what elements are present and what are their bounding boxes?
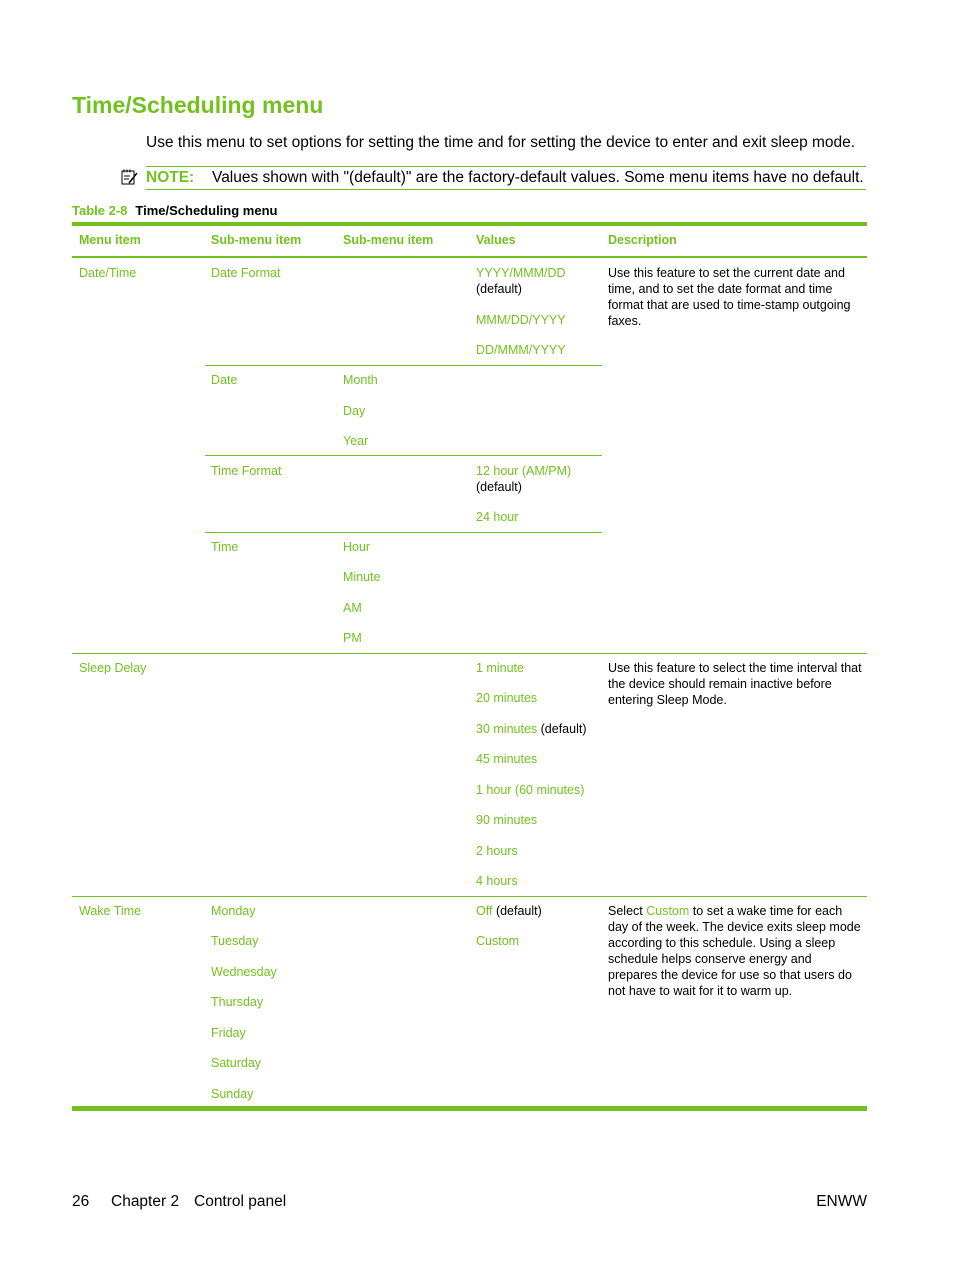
value-sleep-delay: 1 hour (60 minutes) — [476, 783, 585, 797]
default-tag: (default) — [495, 904, 542, 918]
note-label: NOTE: — [146, 169, 195, 186]
submenu-date: Date — [211, 373, 238, 387]
header-description: Description — [608, 233, 677, 247]
menu-item-date-time: Date/Time — [79, 266, 137, 280]
submenu-date-year: Year — [343, 434, 369, 448]
row-divider — [72, 653, 867, 654]
header-values: Values — [476, 233, 516, 247]
submenu-time-am: AM — [343, 601, 362, 615]
table-header-rule — [72, 256, 867, 258]
submenu-time-minute: Minute — [343, 570, 381, 584]
submenu-day: Sunday — [211, 1087, 254, 1101]
table-bottom-rule — [72, 1106, 867, 1111]
default-tag: (default) — [476, 282, 522, 296]
submenu-date-month: Month — [343, 373, 378, 387]
table-caption-number: Table 2-8 — [72, 203, 128, 218]
value-date-format-2: MMM/DD/YYYY — [476, 313, 566, 327]
table-caption — [72, 203, 277, 218]
value-time-format-1: 12 hour (AM/PM) — [476, 464, 572, 478]
submenu-date-format: Date Format — [211, 266, 281, 280]
submenu-day: Tuesday — [211, 934, 259, 948]
footer-section: Control panel — [194, 1193, 287, 1210]
note-icon — [120, 168, 138, 186]
page-title: Time/Scheduling menu — [72, 92, 324, 118]
description-wake-post: to set a wake time for each day of the week. The device exits sleep mode according to this schedule. Using a sleep schedule helps conserve energy and prepares the device for use so that users do not have to wait for it to warm up. — [608, 904, 861, 998]
header-menu-item: Menu item — [79, 233, 141, 247]
footer-page-number: 26 — [72, 1193, 90, 1210]
description-wake-time — [608, 903, 864, 999]
footer-chapter: Chapter 2 — [111, 1193, 180, 1210]
description-wake-pre: Select — [608, 904, 643, 918]
description-sleep-delay: Use this feature to select the time interval that the device should remain inactive before entering Sleep Mode. — [608, 661, 862, 707]
submenu-date-day: Day — [343, 404, 366, 418]
table-top-rule — [72, 222, 867, 226]
submenu-day: Wednesday — [211, 965, 277, 979]
value-time-format-2: 24 hour — [476, 510, 519, 524]
submenu-day: Friday — [211, 1026, 246, 1040]
value-date-format-1: YYYY/MMM/DD — [476, 266, 566, 280]
header-sub-menu-item-2: Sub-menu item — [343, 233, 434, 247]
submenu-day: Saturday — [211, 1056, 262, 1070]
value-sleep-delay: 30 minutes — [476, 722, 538, 736]
row-divider — [205, 365, 602, 366]
menu-item-wake-time: Wake Time — [79, 904, 142, 918]
value-sleep-delay-default — [476, 721, 587, 737]
submenu-time-format: Time Format — [211, 464, 282, 478]
submenu-time-pm: PM — [343, 631, 362, 645]
submenu-day: Thursday — [211, 995, 264, 1009]
value-sleep-delay: 20 minutes — [476, 691, 538, 705]
value-sleep-delay: 2 hours — [476, 844, 518, 858]
value-sleep-delay: 45 minutes — [476, 752, 538, 766]
description-date-time: Use this feature to set the current date and time, and to set the date format and time format that are used to time-stamp outgoing faxes. — [608, 266, 851, 328]
submenu-time-hour: Hour — [343, 540, 371, 554]
menu-item-sleep-delay: Sleep Delay — [79, 661, 147, 675]
value-wake-custom: Custom — [476, 934, 520, 948]
submenu-day: Monday — [211, 904, 256, 918]
value-wake-off: Off — [476, 904, 493, 918]
row-divider — [72, 896, 867, 897]
note-text: Values shown with "(default)" are the factory-default values. Some menu items have no default. — [212, 169, 864, 186]
table-caption-title: Time/Scheduling menu — [135, 203, 278, 218]
value-wake-off-default — [476, 903, 542, 919]
intro-paragraph: Use this menu to set options for setting the time and for setting the device to enter and exit sleep mode. — [146, 134, 856, 151]
description-wake-link: Custom — [646, 904, 690, 918]
header-sub-menu-item-1: Sub-menu item — [211, 233, 302, 247]
row-divider — [205, 532, 602, 533]
value-sleep-delay: 1 minute — [476, 661, 524, 675]
value-date-format-3: DD/MMM/YYYY — [476, 343, 566, 357]
value-sleep-delay: 90 minutes — [476, 813, 538, 827]
default-tag: (default) — [476, 480, 522, 494]
default-tag: (default) — [540, 722, 587, 736]
note-box — [146, 166, 866, 190]
footer-right-label: ENWW — [816, 1193, 867, 1210]
submenu-time: Time — [211, 540, 239, 554]
row-divider — [205, 455, 602, 456]
value-sleep-delay: 4 hours — [476, 874, 518, 888]
